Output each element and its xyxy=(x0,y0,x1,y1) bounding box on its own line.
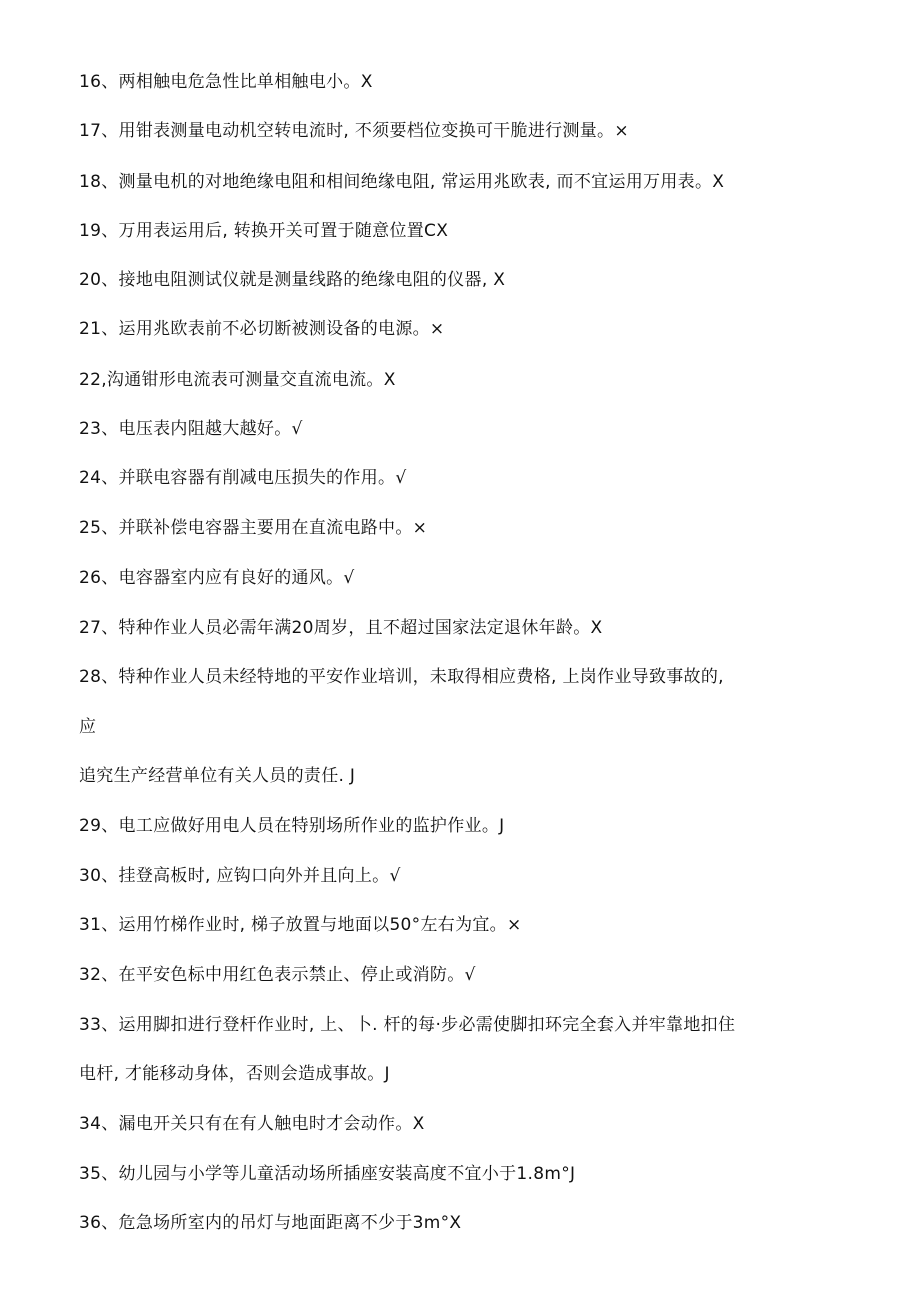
question-line-30: 30、挂登高板时, 应钩口向外并且向上。√ xyxy=(79,866,401,886)
question-line-23: 23、电压表内阻越大越好。√ xyxy=(79,419,303,439)
question-line-27: 27、特种作业人员必需年满20周岁，且不超过国家法定退休年龄。X xyxy=(79,618,603,638)
question-line-28-cont-2: 追究生产经营单位有关人员的责任. J xyxy=(79,766,356,786)
question-line-25: 25、并联补偿电容器主要用在直流电路中。× xyxy=(79,518,428,538)
question-line-18: 18、测量电机的对地绝缘电阻和相间绝缘电阻, 常运用兆欧表, 而不宜运用万用表。X xyxy=(79,172,725,192)
question-line-16: 16、两相触电危急性比单相触电小。X xyxy=(79,72,373,92)
question-line-22: 22,沟通钳形电流表可测量交直流电流。X xyxy=(79,370,396,390)
question-line-19: 19、万用表运用后, 转换开关可置于随意位置CX xyxy=(79,221,449,241)
question-line-33-cont: 电杆, 才能移动身体，否则会造成事故。J xyxy=(79,1064,390,1084)
question-line-17: 17、用钳表测量电动机空转电流时, 不须要档位变换可干脆进行测量。× xyxy=(79,121,629,141)
question-line-24: 24、并联电容器有削减电压损失的作用。√ xyxy=(79,468,407,488)
question-line-28-cont-1: 应 xyxy=(79,717,97,737)
question-line-29: 29、电工应做好用电人员在特别场所作业的监护作业。J xyxy=(79,816,505,836)
question-line-36: 36、危急场所室内的吊灯与地面距离不少于3m°X xyxy=(79,1213,462,1233)
question-line-33: 33、运用脚扣进行登杆作业时, 上、卜. 杆的每·步必需使脚扣环完全套入并牢靠地扣住 xyxy=(79,1015,736,1035)
question-line-35: 35、幼儿园与小学等儿童活动场所插座安装高度不宜小于1.8m°J xyxy=(79,1164,576,1184)
question-line-20: 20、接地电阻测试仪就是测量线路的绝缘电阻的仪器, X xyxy=(79,270,506,290)
question-line-28: 28、特种作业人员未经特地的平安作业培训，未取得相应费格, 上岗作业导致事故的, xyxy=(79,667,724,687)
question-line-34: 34、漏电开关只有在有人触电时才会动作。X xyxy=(79,1114,425,1134)
question-line-31: 31、运用竹梯作业时, 梯子放置与地面以50°左右为宜。× xyxy=(79,915,522,935)
question-line-32: 32、在平安色标中用红色表示禁止、停止或消防。√ xyxy=(79,965,476,985)
question-line-21: 21、运用兆欧表前不必切断被测设备的电源。× xyxy=(79,319,445,339)
question-line-26: 26、电容器室内应有良好的通风。√ xyxy=(79,568,355,588)
